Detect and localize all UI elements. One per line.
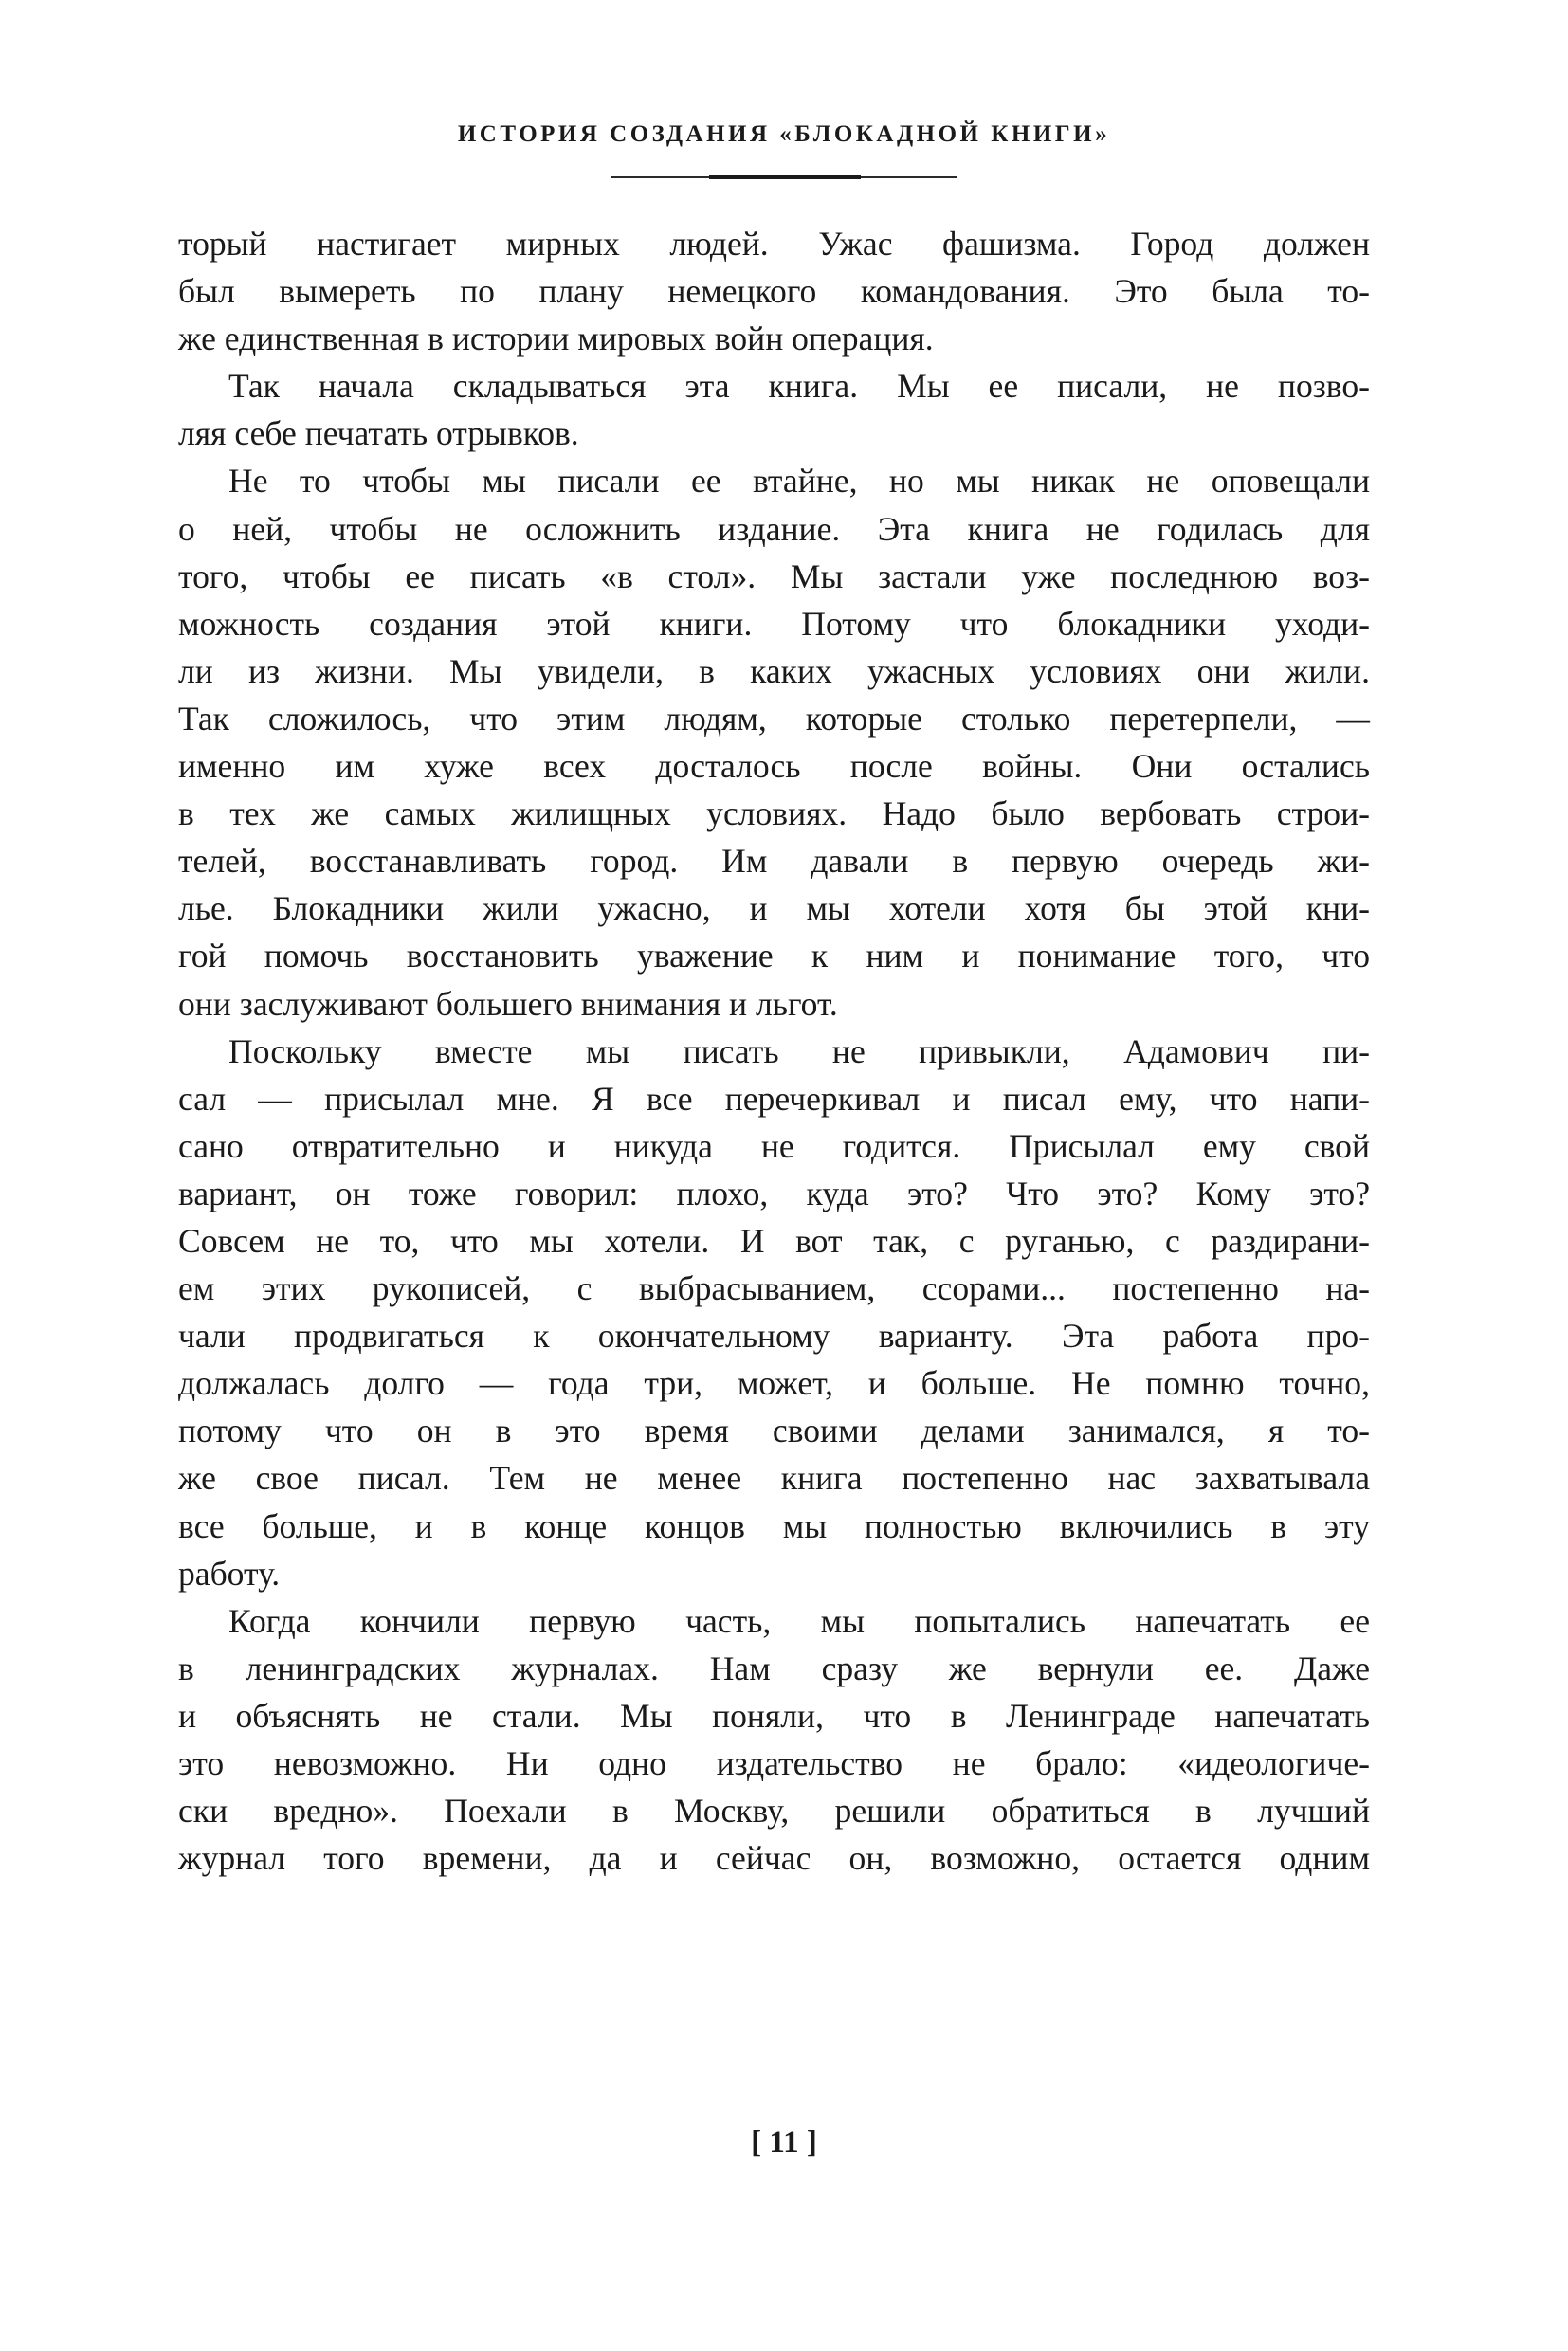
text-line: сано отвратительно и никуда не годится. Присылал ему свой <box>178 1126 1370 1165</box>
page-number: [ 11 ] <box>751 2125 817 2160</box>
text-line: работу. <box>178 1554 281 1593</box>
text-line: гой помочь восстановить уважение к ним и понимание того, что <box>178 937 1370 975</box>
text-line: и объяснять не стали. Мы поняли, что в Ленинграде напечатать <box>178 1696 1370 1735</box>
text-line: о ней, чтобы не осложнить издание. Эта книга не годилась для <box>178 509 1370 548</box>
text-line: же свое писал. Тем не менее книга постепенно нас захватывала <box>178 1459 1370 1498</box>
text-line: журнал того времени, да и сейчас он, возможно, остается одним <box>178 1839 1370 1878</box>
text-line: же единственная в истории мировых войн операция. <box>178 319 934 358</box>
running-head: ИСТОРИЯ СОЗДАНИЯ «БЛОКАДНОЙ КНИГИ» <box>457 121 1111 147</box>
text-line: в тех же самых жилищных условиях. Надо было вербовать строи- <box>178 794 1370 833</box>
text-line: сал — присылал мне. Я все перечеркивал и писал ему, что напи- <box>178 1079 1370 1118</box>
text-line: Поскольку вместе мы писать не привыкли, Адамович пи- <box>228 1031 1370 1070</box>
text-line: был вымереть по плану немецкого командования. Это была то- <box>178 272 1370 311</box>
text-line: потому что он в это время своими делами занимался, я то- <box>178 1412 1370 1450</box>
text-line: ем этих рукописей, с выбрасыванием, ссорами... постепенно на- <box>178 1269 1370 1308</box>
paragraph <box>178 1028 1370 1597</box>
text-line: должалась долго — года три, может, и больше. Не помню точно, <box>178 1364 1370 1403</box>
text-line: в ленинградских журналах. Нам сразу же вернули ее. Даже <box>178 1649 1370 1687</box>
body-text <box>178 220 1370 1882</box>
running-head-rule-accent <box>709 175 861 179</box>
paragraph <box>178 362 1370 457</box>
paragraph <box>178 457 1370 1027</box>
text-line: лье. Блокадники жили ужасно, и мы хотели хотя бы этой кни- <box>178 889 1370 928</box>
text-line: Совсем не то, что мы хотели. И вот так, с руганью, с раздирани- <box>178 1221 1370 1260</box>
paragraph <box>178 220 1370 362</box>
text-line: чали продвигаться к окончательному варианту. Эта работа про- <box>178 1317 1370 1356</box>
text-line: торый настигает мирных людей. Ужас фашизма. Город должен <box>178 225 1370 263</box>
text-line: телей, восстанавливать город. Им давали в первую очередь жи- <box>178 842 1370 881</box>
paragraph <box>178 1597 1370 1883</box>
text-line: ляя себе печатать отрывков. <box>178 414 579 453</box>
text-line: все больше, и в конце концов мы полностью включились в эту <box>178 1506 1370 1545</box>
text-line: того, чтобы ее писать «в стол». Мы застали уже последнюю воз- <box>178 556 1370 595</box>
text-line: Когда кончили первую часть, мы попытались напечатать ее <box>228 1601 1370 1640</box>
text-line: именно им хуже всех досталось после войны. Они остались <box>178 747 1370 786</box>
text-line: они заслуживают большего внимания и льгот. <box>178 984 838 1023</box>
text-line: Так начала складываться эта книга. Мы ее писали, не позво- <box>228 367 1370 406</box>
text-line: вариант, он тоже говорил: плохо, куда это? Что это? Кому это? <box>178 1174 1370 1212</box>
text-line: это невозможно. Ни одно издательство не брало: «идеологиче- <box>178 1744 1370 1782</box>
text-line: Не то чтобы мы писали ее втайне, но мы никак не оповещали <box>228 462 1370 501</box>
text-line: Так сложилось, что этим людям, которые столько перетерпели, — <box>178 699 1370 738</box>
text-line: ли из жизни. Мы увидели, в каких ужасных условиях они жили. <box>178 651 1370 690</box>
text-line: можность создания этой книги. Потому что блокадники уходи- <box>178 604 1370 643</box>
text-line: ски вредно». Поехали в Москву, решили обратиться в лучший <box>178 1792 1370 1831</box>
